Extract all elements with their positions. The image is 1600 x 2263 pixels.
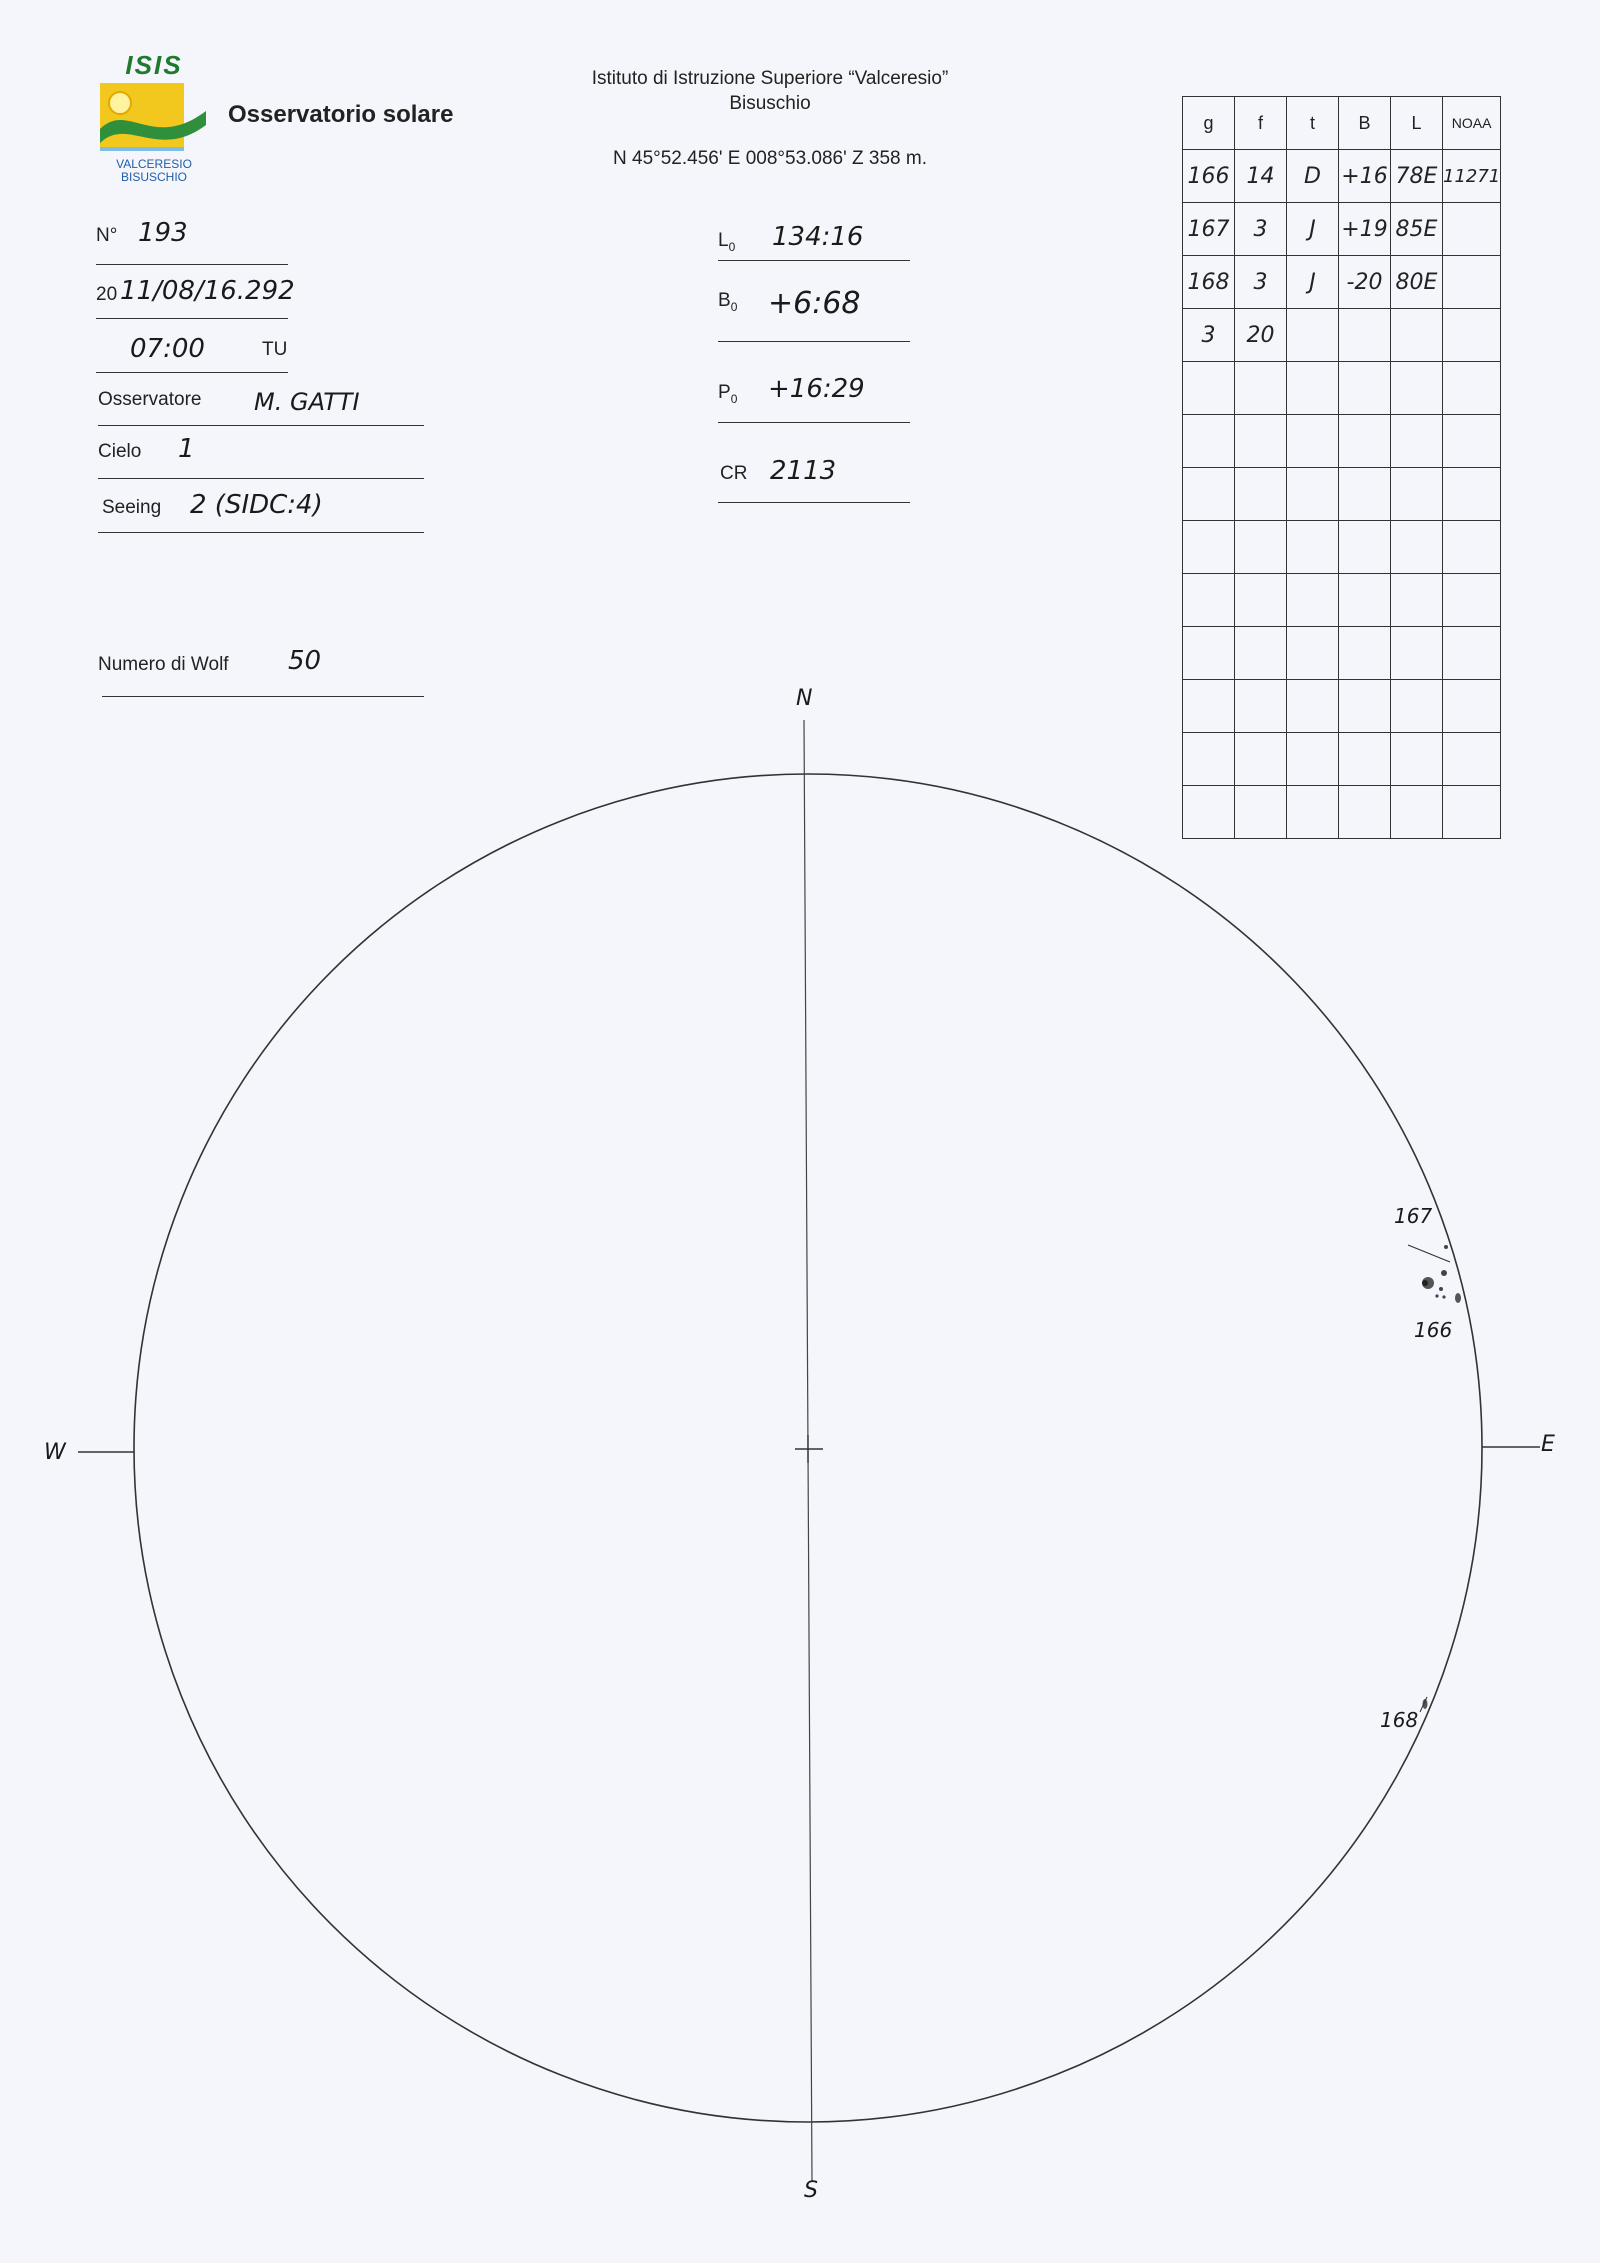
time-value: 07:00 [130,334,205,364]
col-header-f: f [1235,97,1287,150]
date-value: 11/08/16.292 [120,276,295,306]
table-cell-f: 14 [1235,150,1287,203]
p0-label: $P_0$ [718,382,738,406]
compass-south: S [804,2178,818,2203]
sunspot-167-b [1444,1245,1448,1249]
col-header-noaa: NOAA [1443,97,1501,150]
b0-value: +6:68 [768,286,861,321]
l0-value: 134:16 [772,222,864,252]
compass-east: E [1541,1432,1555,1457]
sunspot-166-d [1442,1295,1445,1298]
institute-town: Bisuschio [729,93,811,114]
compass-north: N [796,686,813,711]
table-cell-l: 85E [1391,203,1443,256]
number-label: N° [96,225,118,246]
table-cell-f: 3 [1235,256,1287,309]
p0-value: +16:29 [768,374,865,404]
sky-value: 1 [178,434,195,464]
l0-label: $L_0$ [718,230,736,254]
observer-value: M. GATTI [254,388,360,416]
table-cell-g: 167 [1183,203,1235,256]
disk-label-167: 167 [1394,1204,1433,1228]
institute-name: Istituto di Istruzione Superiore “Valceresio” [591,68,949,89]
sunspot-166-f [1455,1293,1461,1303]
wolf-label: Numero di Wolf [98,654,229,675]
seeing-value: 2 (SIDC:4) [190,490,323,520]
disk-label-168: 168 [1380,1708,1419,1732]
observatory-coordinates: N 45°52.456' E 008°53.086' Z 358 m. [613,148,927,169]
cr-value: 2113 [770,456,837,486]
logo-sub-line2: BISUSCHIO [120,170,187,184]
logo-wordmark: ISIS [125,50,183,80]
sky-label: Cielo [98,441,142,462]
wolf-value: 50 [288,646,322,676]
b0-label: $B_0$ [718,290,738,314]
date-prefix: 20 [96,284,118,305]
sunspot-166-b [1439,1287,1443,1291]
table-cell-f: 20 [1235,309,1287,362]
table-cell-b: -20 [1339,256,1391,309]
col-header-t: t [1287,97,1339,150]
table-cell-g: 3 [1183,309,1235,362]
col-header-b: B [1339,97,1391,150]
table-cell-l: 80E [1391,256,1443,309]
table-cell-f: 3 [1235,203,1287,256]
sunspot-166-umbra [1422,1280,1428,1286]
logo-sub-line1: VALCERESIO [116,157,192,171]
sunspot-166-c [1435,1294,1438,1297]
page-title: Osservatorio solare [228,101,454,128]
sunspot-167 [1441,1270,1447,1276]
table-cell-g: 166 [1183,150,1235,203]
table-cell-b: +16 [1339,150,1391,203]
col-header-g: g [1183,97,1235,150]
compass-west: W [44,1440,66,1465]
table-cell-t: D [1287,150,1339,203]
time-unit: TU [262,339,288,360]
table-cell-g: 168 [1183,256,1235,309]
table-cell-noaa: 11271 [1443,150,1501,203]
table-cell-b: +19 [1339,203,1391,256]
col-header-l: L [1391,97,1443,150]
disk-label-166: 166 [1414,1318,1453,1342]
number-value: 193 [138,218,188,248]
observer-label: Osservatore [98,389,202,410]
cr-label: CR [720,463,748,484]
table-cell-t: J [1287,203,1339,256]
seeing-label: Seeing [102,497,162,518]
label-pointer-167 [1408,1245,1450,1262]
table-cell-l: 78E [1391,150,1443,203]
table-cell-t: J [1287,256,1339,309]
